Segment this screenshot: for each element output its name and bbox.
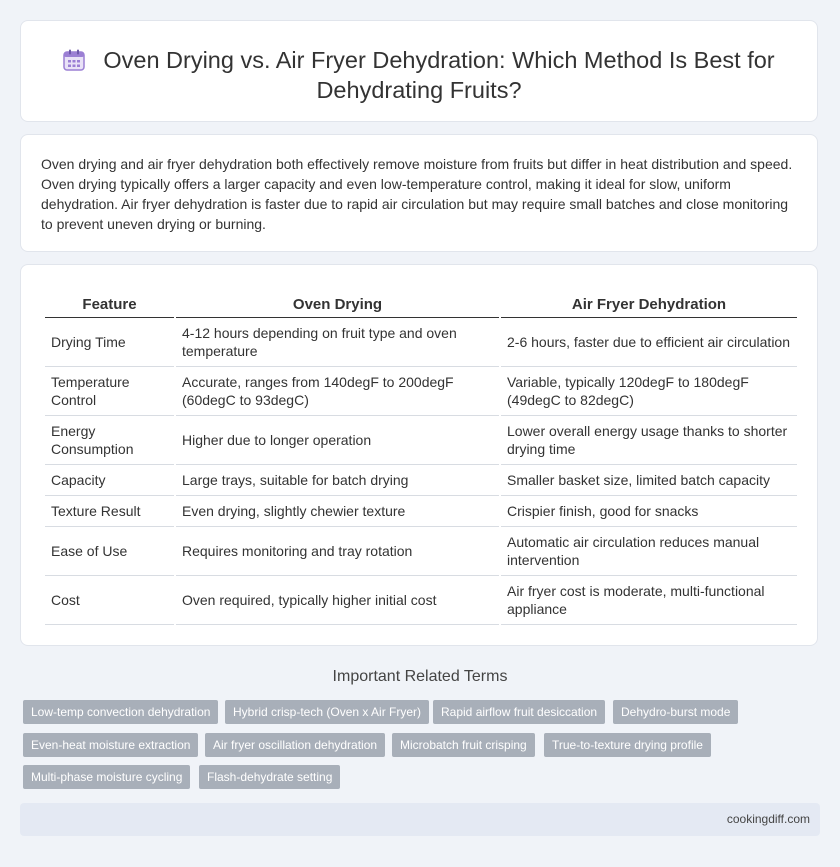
table-cell: Drying Time bbox=[45, 318, 174, 367]
table-cell: Even drying, slightly chewier texture bbox=[176, 496, 499, 527]
page-title-wrap bbox=[21, 45, 817, 105]
intro-card bbox=[20, 134, 818, 252]
table-cell: 4-12 hours depending on fruit type and oven temperature bbox=[176, 318, 499, 367]
table-cell: Crispier finish, good for snacks bbox=[501, 496, 797, 527]
table-header: Oven Drying bbox=[176, 295, 499, 318]
table-cell: Lower overall energy usage thanks to shorter drying time bbox=[501, 416, 797, 465]
tag-chip[interactable]: Rapid airflow fruit desiccation bbox=[433, 700, 605, 724]
table-cell: Temperature Control bbox=[45, 367, 174, 416]
comparison-table bbox=[43, 295, 799, 625]
table-cell: Oven required, typically higher initial cost bbox=[176, 576, 499, 625]
table-row bbox=[45, 465, 797, 496]
table-cell: Smaller basket size, limited batch capacity bbox=[501, 465, 797, 496]
table-cell: Ease of Use bbox=[45, 527, 174, 576]
table-cell: Air fryer cost is moderate, multi-functional appliance bbox=[501, 576, 797, 625]
tag-chip[interactable]: Multi-phase moisture cycling bbox=[23, 765, 190, 789]
page-title: Oven Drying vs. Air Fryer Dehydration: Which Method Is Best for Dehydrating Fruits? bbox=[103, 47, 775, 103]
table-row bbox=[45, 496, 797, 527]
comparison-card bbox=[20, 264, 818, 646]
table-row bbox=[45, 527, 797, 576]
tag-chip[interactable]: Even-heat moisture extraction bbox=[23, 733, 198, 757]
tag-chip[interactable]: Microbatch fruit crisping bbox=[392, 733, 535, 757]
table-cell: 2-6 hours, faster due to efficient air circulation bbox=[501, 318, 797, 367]
table-cell: Texture Result bbox=[45, 496, 174, 527]
tag-chip[interactable]: Flash-dehydrate setting bbox=[199, 765, 340, 789]
related-terms-title: Important Related Terms bbox=[332, 668, 508, 685]
table-cell: Higher due to longer operation bbox=[176, 416, 499, 465]
table-cell: Capacity bbox=[45, 465, 174, 496]
intro-text: Oven drying and air fryer dehydration both effectively remove moisture from fruits but differ in heat distribution and speed. Oven drying typically offers a larger capacity and even low-temperature control, making it ideal for slow, uniform dehydration. Air fryer dehydration is faster due to rapid air circulation but may require small batches and close monitoring to prevent uneven drying or burning. bbox=[41, 156, 793, 232]
tag-chip[interactable]: Air fryer oscillation dehydration bbox=[205, 733, 385, 757]
table-cell: Variable, typically 120degF to 180degF (49degC to 82degC) bbox=[501, 367, 797, 416]
title-card bbox=[20, 20, 818, 122]
table-row bbox=[45, 318, 797, 367]
table-cell: Accurate, ranges from 140degF to 200degF (60degC to 93degC) bbox=[176, 367, 499, 416]
table-cell: Cost bbox=[45, 576, 174, 625]
table-row bbox=[45, 416, 797, 465]
table-header: Feature bbox=[45, 295, 174, 318]
table-header-row bbox=[45, 295, 797, 318]
table-cell: Energy Consumption bbox=[45, 416, 174, 465]
table-cell: Large trays, suitable for batch drying bbox=[176, 465, 499, 496]
table-header: Air Fryer Dehydration bbox=[501, 295, 797, 318]
tag-chip[interactable]: Low-temp convection dehydration bbox=[23, 700, 218, 724]
table-row bbox=[45, 576, 797, 625]
calendar-icon bbox=[63, 49, 85, 71]
table-row bbox=[45, 367, 797, 416]
tag-chip[interactable]: Dehydro-burst mode bbox=[613, 700, 738, 724]
table-cell: Requires monitoring and tray rotation bbox=[176, 527, 499, 576]
footer bbox=[20, 803, 820, 836]
footer-site-link[interactable]: cookingdiff.com bbox=[726, 812, 810, 826]
table-cell: Automatic air circulation reduces manual intervention bbox=[501, 527, 797, 576]
tag-chip[interactable]: True-to-texture drying profile bbox=[544, 733, 711, 757]
tag-chip[interactable]: Hybrid crisp-tech (Oven x Air Fryer) bbox=[225, 700, 429, 724]
